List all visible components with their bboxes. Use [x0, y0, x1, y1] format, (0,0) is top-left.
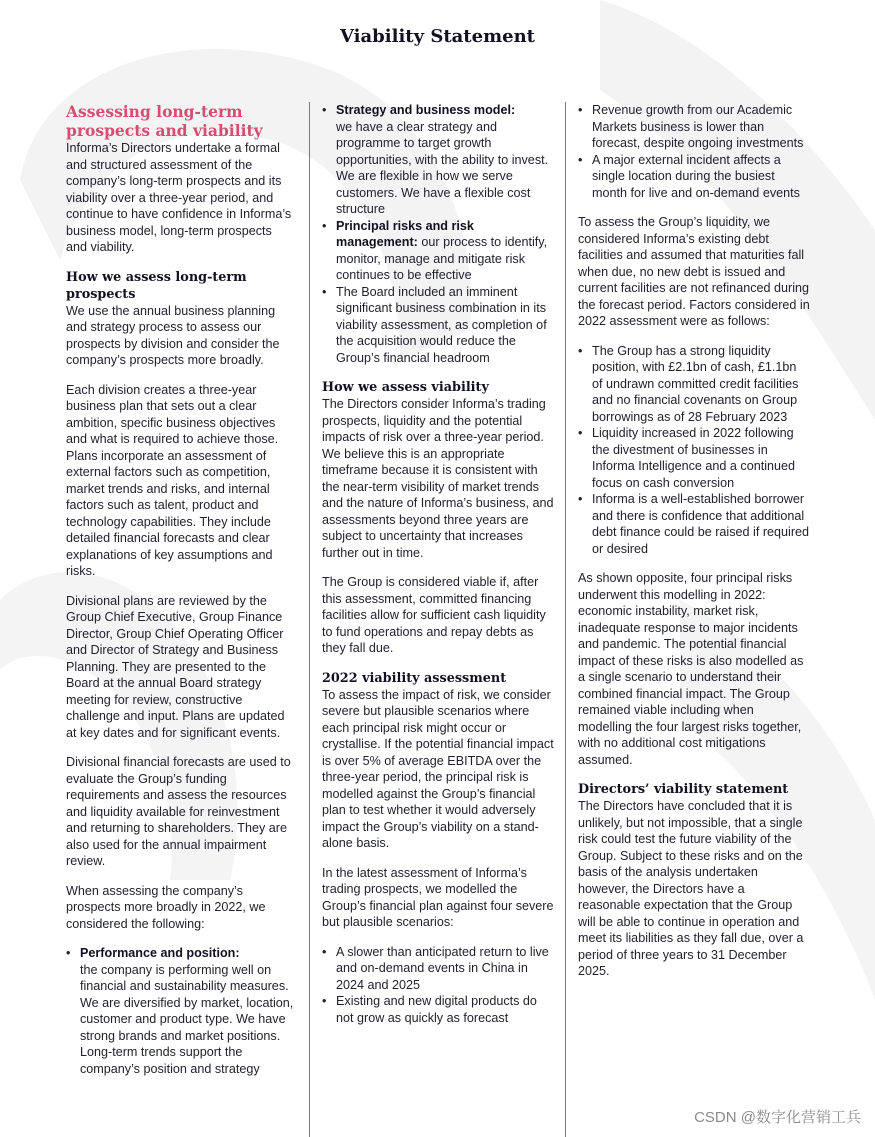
list-item	[322, 284, 554, 367]
bullet-text: A slower than anticipated return to live and on-demand events in China in 2024 and 2025	[336, 944, 549, 992]
bullet-text: we have a clear strategy and programme to target growth opportunities, with the ability to invest. We are flexible in how we serve customers. We have a flexible cost structure	[336, 119, 549, 216]
bullet-text: The Board included an imminent significant business combination in its viability assessment, as completion of the acquisition would reduce the Group’s financial headroom	[336, 284, 547, 365]
bullet-text: The Group has a strong liquidity position, with £2.1bn of cash, £1.1bn of undrawn committed credit facilities and no financial covenants on Group borrowings as of 28 February 2023	[592, 343, 799, 424]
paragraph: Divisional financial forecasts are used to evaluate the Group’s funding requirements and assess the resources and liquidity available for reinvestment and returning to shareholders. They are also used for the annual impairment review.	[66, 755, 291, 868]
paragraph: To assess the impact of risk, we consider severe but plausible scenarios where each principal risk might occur or crystallise. If the potential financial impact is over 5% of average EBITDA over the three-year period, the principal risk is modelled against the Group’s financial plan to test whether it would adversely impact the Group’s viability on a stand-alone basis.	[322, 687, 554, 850]
list-item	[322, 102, 554, 218]
bullet-list	[322, 944, 554, 1027]
list-item	[578, 343, 810, 426]
column-divider	[565, 102, 566, 1137]
paragraph: Each division creates a three-year business plan that sets out a clear ambition, specific business objectives and what is required to achieve those. Plans incorporate an assessment of external factors such as competition, market trends and risks, and internal factors such as talent, product and technology capabilities. They include detailed financial forecasts and clear explanations of key assumptions and risks.	[66, 382, 279, 578]
list-item	[322, 993, 554, 1026]
bullet-text: our process to identify, monitor, manage and mitigate risk continues to be effective	[336, 235, 548, 282]
watermark: CSDN @数字化营销工兵	[694, 1109, 861, 1126]
list-item	[66, 945, 294, 1077]
bullet-list	[322, 102, 554, 366]
bullet-text: the company is performing well on financial and sustainability measures. We are diversified by market, location, customer and product type. We have strong brands and market positions. Long-term trends support the company’s position and strategy	[80, 962, 294, 1076]
bullet-bold: Performance and position:	[80, 946, 240, 960]
column-3	[578, 102, 810, 993]
paragraph: The Directors have concluded that it is unlikely, but not impossible, that a single risk could test the future viability of the Group. Subject to these risks and on the basis of the analysis undertaken however, the Directors have a reasonable expectation that the Group will be able to continue in operation and meet its liabilities as they fall due, over a period of three years to 31 December 2025.	[578, 799, 804, 978]
column-divider	[309, 102, 310, 1137]
subheading: How we assess viability	[322, 380, 489, 395]
list-item	[578, 152, 810, 202]
list-item	[578, 491, 810, 557]
bullet-text: Existing and new digital products do not grow as quickly as forecast	[336, 994, 537, 1025]
bullet-list	[578, 102, 810, 201]
column-2	[322, 102, 554, 1039]
list-item	[578, 425, 810, 491]
bullet-list	[66, 945, 294, 1077]
page-title: Viability Statement	[340, 26, 535, 47]
bullet-bold: Strategy and business model:	[336, 103, 516, 117]
subheading: Directors’ viability statement	[578, 782, 789, 797]
list-item	[578, 102, 810, 152]
bullet-text: Revenue growth from our Academic Markets business is lower than forecast, despite ongoing investments	[592, 103, 804, 150]
paragraph: As shown opposite, four principal risks underwent this modelling in 2022: economic instability, market risk, inadequate response to major incidents and pandemic. The potential financial impact of these risks is also modelled as a single scenario to understand their combined financial impact. The Group remained viable including when modelling the four largest risks together, with no additional cost mitigations assumed.	[578, 571, 804, 767]
subheading: 2022 viability assessment	[322, 670, 507, 686]
paragraph: When assessing the company’s prospects more broadly in 2022, we considered the following:	[66, 883, 266, 931]
subheading: How we assess long-term prospects	[66, 269, 247, 302]
bullet-bold: Principal risks and risk management:	[336, 218, 474, 249]
paragraph: The Group is considered viable if, after this assessment, committed financing facilities allow for sufficient cash liquidity to fund operations and repay debts as they fall due.	[322, 575, 546, 655]
bullet-list	[578, 343, 810, 558]
paragraph: Divisional plans are reviewed by the Group Chief Executive, Group Finance Director, Group Chief Operating Officer and Director of Strategy and Business Planning. They are presented to the Board at the annual Board strategy meeting for review, constructive challenge and input. Plans are updated at key dates and for significant events.	[66, 593, 285, 740]
paragraph: Informa’s Directors undertake a formal and structured assessment of the company’s long-term prospects and its viability over a three-year period, and continue to have confidence in Informa’s business model, long-term prospects and viability.	[66, 141, 292, 254]
list-item	[322, 944, 554, 994]
paragraph: To assess the Group’s liquidity, we considered Informa’s existing debt facilities and assumed that maturities fall when due, no new debt is issued and current facilities are not refinanced during the forecast period. Factors considered in 2022 assessment were as follows:	[578, 215, 810, 328]
list-item	[322, 218, 554, 284]
bullet-text: A major external incident affects a single location during the busiest month for live and on-demand events	[592, 152, 800, 200]
paragraph: In the latest assessment of Informa’s trading prospects, we modelled the Group’s financial plan against four severe but plausible scenarios:	[322, 865, 554, 929]
column-1	[66, 102, 294, 1090]
paragraph: The Directors consider Informa’s trading prospects, liquidity and the potential impacts of risk over a three-year period. We believe this is an appropriate timeframe because it is consistent with the near-term visibility of market trends and the nature of Informa’s business, and assessments beyond three years are subject to uncertainty that increases further out in time.	[322, 397, 554, 560]
bullet-text: Informa is a well-established borrower and there is confidence that additional debt finance could be raised if required or desired	[592, 492, 810, 556]
paragraph: We use the annual business planning and strategy process to assess our prospects by division and consider the company’s prospects more broadly.	[66, 303, 280, 367]
bullet-text: Liquidity increased in 2022 following the divestment of businesses in Informa Intelligence and a continued focus on cash conversion	[592, 426, 796, 490]
section-heading: Assessing long-term prospects and viability	[66, 102, 263, 140]
